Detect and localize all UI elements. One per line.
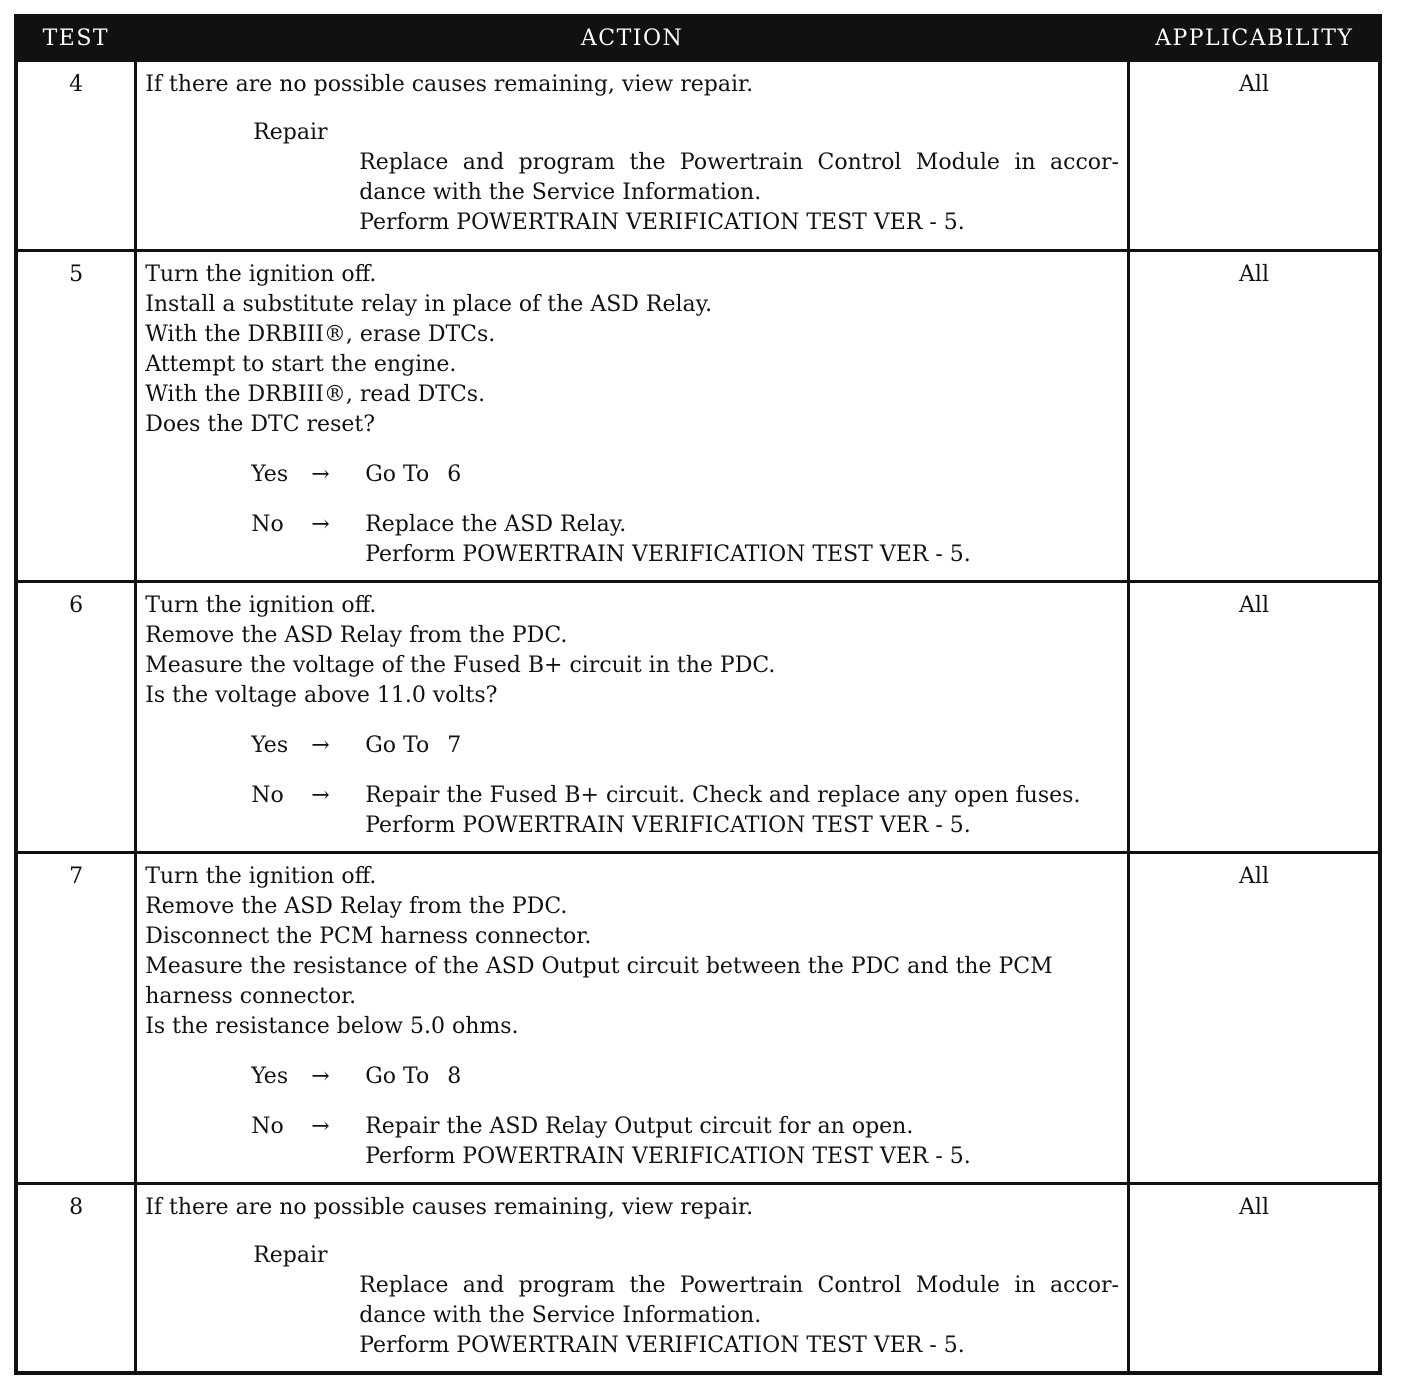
repair-line: Perform POWERTRAIN VERIFICATION TEST VER - 5. [359,1332,965,1358]
applicability-cell: All [1129,1183,1381,1373]
no-action-line: Repair the ASD Relay Output circuit for an open. [365,1113,914,1139]
arrow-icon: → [311,1063,330,1089]
no-label: No [251,782,284,808]
action-step: Turn the ignition off. [145,592,377,618]
yes-branch [145,460,1119,490]
table-row [16,250,1380,581]
no-action-line: Perform POWERTRAIN VERIFICATION TEST VER - 5. [365,541,971,567]
action-cell [136,1183,1129,1373]
action-step: Remove the ASD Relay from the PDC. [145,893,568,919]
applicability-cell: All [1129,852,1381,1183]
repair-line: Replace and program the Powertrain Control Module in accor- [359,1272,1119,1298]
yes-label: Yes [251,461,289,487]
repair-label: Repair [253,120,328,145]
action-step: Measure the resistance of the ASD Output circuit between the PDC and the PCM [145,953,1053,979]
header-action: ACTION [136,16,1129,60]
no-action [365,510,1119,570]
table-header-row [16,16,1380,60]
no-action-line: Perform POWERTRAIN VERIFICATION TEST VER - 5. [365,812,971,838]
action-step: Turn the ignition off. [145,863,377,889]
arrow-icon: → [311,782,330,808]
yes-label: Yes [251,732,289,758]
header-test: TEST [16,16,136,60]
yes-label: Yes [251,1063,289,1089]
applicability-cell: All [1129,60,1381,250]
action-step: If there are no possible causes remaining, view repair. [145,72,754,97]
yes-target [365,460,1119,490]
repair-text [359,1271,1119,1361]
action-step: With the DRBIII®, erase DTCs. [145,321,496,347]
action-step: Turn the ignition off. [145,261,377,287]
action-step: Measure the voltage of the Fused B+ circuit in the PDC. [145,652,776,678]
test-number: 5 [16,250,136,581]
yes-branch [145,1062,1119,1092]
action-step: If there are no possible causes remaining, view repair. [145,1194,754,1220]
repair-block [145,118,1119,238]
table-row [16,852,1380,1183]
diagnostic-test-table [14,14,1382,1375]
no-action-line: Repair the Fused B+ circuit. Check and replace any open fuses. [365,782,1081,808]
table-row [16,581,1380,852]
action-cell [136,852,1129,1183]
applicability-cell: All [1129,250,1381,581]
header-applicability: APPLICABILITY [1129,16,1381,60]
action-step: Is the voltage above 11.0 volts? [145,682,498,708]
action-cell [136,250,1129,581]
no-branch [145,510,1119,570]
yes-target [365,731,1119,761]
no-branch [145,1112,1119,1172]
repair-line: dance with the Service Information. [359,1302,762,1328]
repair-line: Replace and program the Powertrain Control Module in accor- [359,150,1119,175]
arrow-icon: → [311,461,330,487]
test-number: 8 [16,1183,136,1373]
goto-text: Go To [365,461,430,487]
arrow-icon: → [311,1113,330,1139]
repair-line: dance with the Service Information. [359,180,762,205]
table-row [16,60,1380,250]
goto-text: Go To [365,1063,430,1089]
yes-target [365,1062,1119,1092]
test-number: 6 [16,581,136,852]
action-step: Attempt to start the engine. [145,351,457,377]
repair-text [359,148,1119,238]
arrow-icon: → [311,511,330,537]
action-step: Is the resistance below 5.0 ohms. [145,1013,519,1039]
no-action-line: Perform POWERTRAIN VERIFICATION TEST VER - 5. [365,1143,971,1169]
action-step: With the DRBIII®, read DTCs. [145,381,486,407]
repair-block [145,1241,1119,1361]
table-row [16,1183,1380,1373]
no-label: No [251,511,284,537]
no-action [365,781,1119,841]
repair-line: Perform POWERTRAIN VERIFICATION TEST VER - 5. [359,210,965,235]
action-cell [136,60,1129,250]
action-step: Install a substitute relay in place of the ASD Relay. [145,291,713,317]
action-step: Remove the ASD Relay from the PDC. [145,622,568,648]
no-action-line: Replace the ASD Relay. [365,511,627,537]
action-step: Does the DTC reset? [145,411,376,437]
action-step: Disconnect the PCM harness connector. [145,923,592,949]
no-branch [145,781,1119,841]
no-label: No [251,1113,284,1139]
test-number: 7 [16,852,136,1183]
goto-step-number: 8 [447,1063,462,1089]
action-cell [136,581,1129,852]
goto-step-number: 6 [447,461,462,487]
action-step: harness connector. [145,983,357,1009]
test-number: 4 [16,60,136,250]
goto-text: Go To [365,732,430,758]
applicability-cell: All [1129,581,1381,852]
yes-branch [145,731,1119,761]
arrow-icon: → [311,732,330,758]
repair-label: Repair [253,1242,328,1268]
goto-step-number: 7 [447,732,462,758]
no-action [365,1112,1119,1172]
